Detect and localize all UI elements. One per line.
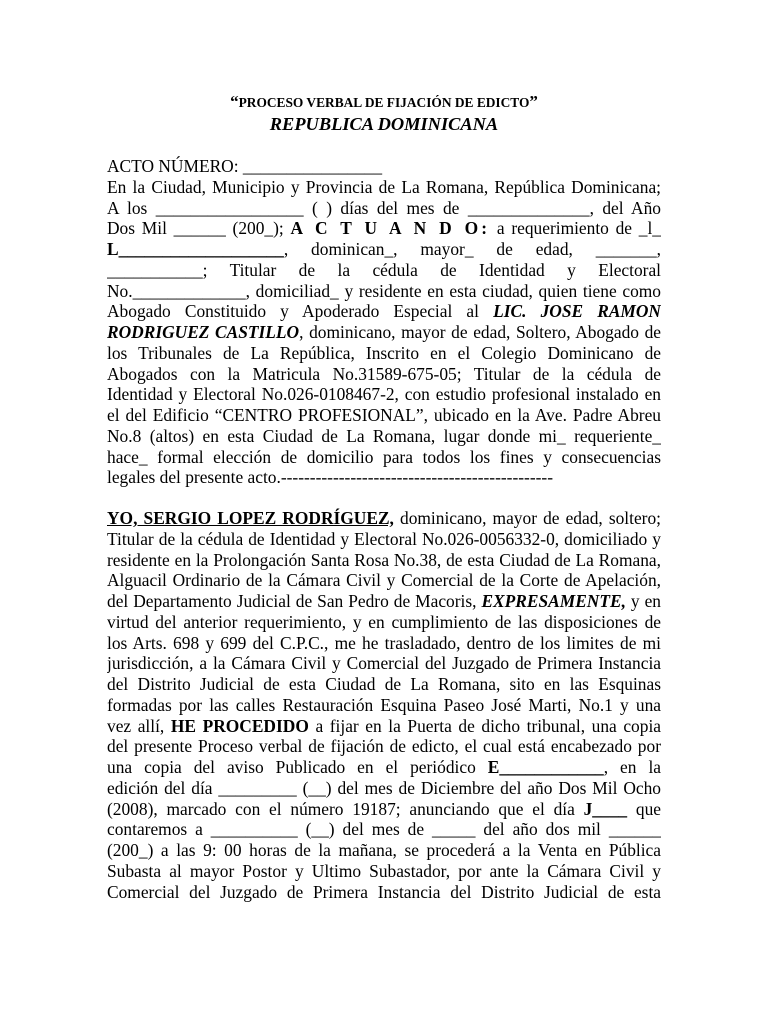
text-line: (200_) a las 9: 00 horas de la mañana, se procederá a la Venta en Pública bbox=[107, 840, 661, 860]
paragraph-acto bbox=[107, 156, 661, 488]
text-line: No._____________, domiciliad_ y residente en esta ciudad, quien tiene como bbox=[107, 280, 661, 301]
text-line: Identidad y Electoral No.026-0108467-2, con estudio profesional instalado en bbox=[107, 384, 661, 405]
text-line: Abogados con la Matricula No.31589-675-05; Titular de la cédula de bbox=[107, 363, 661, 384]
lawyer-surname: RODRIGUEZ CASTILLO bbox=[107, 322, 300, 342]
bailiff-name: YO, SERGIO LOPEZ RODRÍGUEZ, bbox=[107, 508, 394, 528]
text-line: Abogado Constituido y Apoderado Especial al LIC. JOSE RAMON bbox=[107, 301, 661, 322]
open-quote: “ bbox=[230, 92, 239, 111]
document-subtitle: REPUBLICA DOMINICANA bbox=[269, 114, 499, 134]
text-line: RODRIGUEZ CASTILLO, dominicano, mayor de edad, Soltero, Abogado de bbox=[107, 322, 661, 342]
text-line: los Arts. 698 y 699 del C.P.C., me he trasladado, dentro de los limites de mi bbox=[107, 632, 661, 653]
text-line: del Departamento Judicial de San Pedro de Macoris, EXPRESAMENTE, y en bbox=[107, 591, 661, 611]
text-line: YO, SERGIO LOPEZ RODRÍGUEZ, dominicano, mayor de edad, soltero; bbox=[107, 508, 661, 528]
text-line: edición del día _________ (__) del mes de Diciembre del año Dos Mil Ocho bbox=[107, 777, 661, 798]
text-line: ACTO NÚMERO: ________________ bbox=[107, 156, 383, 176]
newspaper-blank: E____________ bbox=[487, 757, 604, 777]
text-line: legales del presente acto.----------------------------------------------- bbox=[107, 467, 554, 488]
text-line: los Tribunales de La República, Inscrito en el Colegio Dominicano de bbox=[107, 342, 661, 363]
text-line: Subasta al mayor Postor y Ultimo Subastador, por ante la Cámara Civil y bbox=[107, 860, 661, 881]
he-procedido-label: HE PROCEDIDO bbox=[170, 715, 309, 736]
text-line: A los _________________ ( ) días del mes de ______________, del Año bbox=[107, 197, 661, 218]
text-line: virtud del anterior requerimiento, y en cumplimiento de las disposiciones de bbox=[107, 611, 661, 632]
text-line: del Distrito Judicial de esta Ciudad de La Romana, sito en las Esquinas bbox=[107, 674, 661, 694]
requeriente-name-blank: L___________________ bbox=[107, 239, 284, 259]
text-line: Alguacil Ordinario de la Cámara Civil y Comercial de la Corte de Apelación, bbox=[107, 570, 661, 591]
text-line: contaremos a __________ (__) del mes de _____ del año dos mil ______ bbox=[107, 819, 661, 840]
day-blank: J____ bbox=[583, 798, 628, 819]
text-line: formadas por las calles Restauración Esquina Paseo José Marti, No.1 y una bbox=[107, 694, 661, 715]
expresamente-label: EXPRESAMENTE, bbox=[481, 591, 626, 611]
text-line: hace_ formal elección de domicilio para todos los fines y consecuencias bbox=[107, 446, 661, 467]
lawyer-name: LIC. JOSE RAMON bbox=[493, 301, 661, 322]
text-line: Dos Mil ______ (200_); A C T U A N D O: a requerimiento de _l_ bbox=[107, 218, 661, 239]
text-line: vez allí, HE PROCEDIDO a fijar en la Puerta de dicho tribunal, una copia bbox=[107, 715, 661, 736]
text-line: No.8 (altos) en esta Ciudad de La Romana, lugar donde mi_ requeriente_ bbox=[107, 425, 661, 446]
title-text: PROCESO VERBAL DE FIJACIÓN DE EDICTO bbox=[238, 95, 530, 110]
paragraph-alguacil bbox=[107, 508, 661, 902]
actuando-label: A C T U A N D O: bbox=[290, 218, 491, 239]
text-line: del presente Proceso verbal de fijación de edicto, el cual está encabezado por bbox=[107, 736, 661, 757]
text-line: ___________; Titular de la cédula de Identidad y Electoral bbox=[107, 259, 661, 280]
text-line: L___________________, dominican_, mayor_ de edad, _______, bbox=[107, 239, 661, 259]
text-line: una copia del aviso Publicado en el periódico E____________, en la bbox=[107, 757, 661, 777]
text-line: el del Edificio “CENTRO PROFESIONAL”, ubicado en la Ave. Padre Abreu bbox=[107, 405, 661, 425]
document-title bbox=[107, 92, 661, 113]
text-line: jurisdicción, a la Cámara Civil y Comercial del Juzgado de Primera Instancia bbox=[107, 653, 661, 674]
close-quote: ” bbox=[529, 92, 538, 111]
text-line: residente en la Prolongación Santa Rosa No.38, de esta Ciudad de La Romana, bbox=[107, 549, 661, 570]
text-line: Titular de la cédula de Identidad y Electoral No.026-0056332-0, domiciliado y bbox=[107, 528, 661, 549]
text-line: En la Ciudad, Municipio y Provincia de La Romana, República Dominicana; bbox=[107, 176, 661, 197]
text-line: (2008), marcado con el número 19187; anunciando que el día J____ que bbox=[107, 798, 661, 819]
text-line: Comercial del Juzgado de Primera Instancia del Distrito Judicial de esta bbox=[107, 881, 661, 902]
